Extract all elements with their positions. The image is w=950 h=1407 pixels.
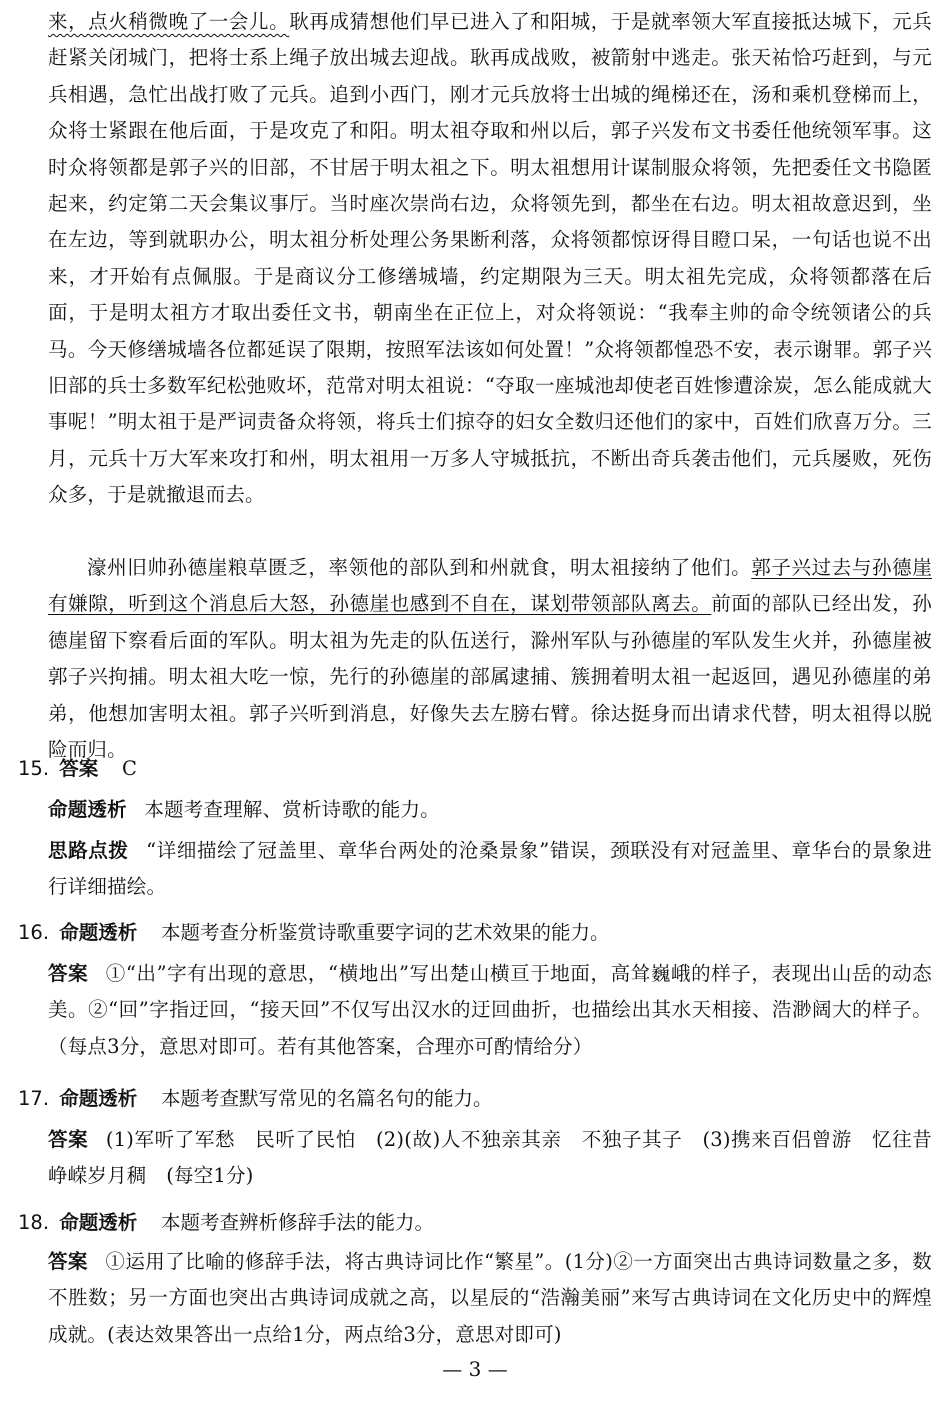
answer-text: ①运用了比喻的修辞手法，将古典诗词比作“繁星”。(1分)②一方面突出古典诗词数量之多，数不胜数；另一方面也突出古典诗词成就之高，以星辰的“浩瀚美丽”来写古典诗词在文化历史中的辉煌成就。(表达效果答出一点给1分，两点给3分，意思对即可) [48,1250,932,1346]
question-16-header [18,915,610,951]
analysis-text: 本题考查分析鉴赏诗歌重要字词的艺术效果的能力。 [160,921,610,944]
page-number: — 3 — [442,1357,508,1381]
analysis-label: 命题透析 [59,921,138,944]
question-number: 18. [18,1211,50,1234]
question-17-header [18,1081,493,1117]
answer-text: (1)军听了军愁 民听了民怕 (2)(故)人不独亲其亲 不独子其子 (3)携来百侣曾游 忆往昔峥嵘岁月稠 (每空1分) [48,1128,932,1188]
answer-label: 答案 [48,1128,89,1151]
underlined-sentence: 郭子兴过去与孙德崖有嫌隙，听到这个消息后大怒，孙德崖也感到不自在，谋划带领部队离去。 [48,556,932,616]
question-number: 16. [18,921,50,944]
analysis-text: 本题考查默写常见的名篇名句的能力。 [160,1087,493,1110]
answer-label: 答案 [48,1250,88,1273]
analysis-label: 命题透析 [48,798,127,821]
hint-label: 思路点拨 [48,839,129,862]
question-15-header [18,751,137,787]
answer-label: 答案 [59,757,99,780]
passage-paragraph-2 [48,550,932,768]
answer-text: C [121,757,137,780]
hint-text: “详细描绘了冠盖里、章华台两处的沧桑景象”错误，颈联没有对冠盖里、章华台的景象进行详细描绘。 [48,839,932,899]
question-15-analysis [48,792,932,828]
passage-text: 濠州旧帅孙德崖粮草匮乏，率领他的部队到和州就食，明太祖接纳了他们。 [87,556,752,579]
passage-text: 耿再成猜想他们早已进入了和阳城，于是就率领大军直接抵达城下，元兵赶紧关闭城门，把将士系上绳子放出城去迎战。耿再成战败，被箭射中逃走。张天祐恰巧赶到，与元兵相遇，急忙出战打败了元兵。追到小西门，刚才元兵放将士出城的绳梯还在，汤和乘机登梯而上，众将士紧跟在他后面，于是攻克了和阳。明太祖夺取和州以后，郭子兴发布文书委任他统领军事。这时众将领都是郭子兴的旧部，不甘居于明太祖之下。明太祖想用计谋制服众将领，先把委任文书隐匿起来，约定第二天会集议事厅。当时座次崇尚右边，众将领先到，都坐在右边。明太祖故意迟到，坐在左边，等到就职办公，明太祖分析处理公务果断利落，众将领都惊讶得目瞪口呆，一句话也说不出来，才开始有点佩服。于是商议分工修缮城墙，约定期限为三天。明太祖先完成，众将领都落在后面，于是明太祖方才取出委任文书，朝南坐在正位上，对众将领说：“我奉主帅的命令统领诸公的兵马。今天修缮城墙各位都延误了限期，按照军法该如何处置！”众将领都惶恐不安，表示谢罪。郭子兴旧部的兵士多数军纪松弛败坏，范常对明太祖说：“夺取一座城池却使老百姓惨遭涂炭，怎么能成就大事呢！”明太祖于是严词责备众将领，将兵士们掠夺的妇女全数归还他们的家中，百姓们欣喜万分。三月，元兵十万大军来攻打和州，明太祖用一万多人守城抵抗，不断出奇兵袭击他们，元兵屡败，死伤众多，于是就撤退而去。 [48,10,932,507]
question-18-answer [48,1244,932,1353]
analysis-text: 本题考查理解、赏析诗歌的能力。 [144,798,440,821]
question-18-header [18,1205,434,1241]
analysis-label: 命题透析 [59,1087,138,1110]
wavy-underlined-sentence: 来，点火稍微晚了一会儿。 [48,10,290,33]
analysis-label: 命题透析 [59,1211,138,1234]
question-17-answer [48,1122,932,1195]
passage-text: 前面的部队已经出发，孙德崖留下察看后面的军队。明太祖为先走的队伍送行，滁州军队与孙德崖的军队发生火并，孙德崖被郭子兴拘捕。明太祖大吃一惊，先行的孙德崖的部属逮捕、簇拥着明太祖一起返回，遇见孙德崖的弟弟，他想加害明太祖。郭子兴听到消息，好像失去左膀右臂。徐达挺身而出请求代替，明太祖得以脱险而归。 [48,592,932,762]
passage-paragraph-1 [48,4,932,514]
question-number: 15. [18,757,50,780]
question-16-answer [48,956,932,1065]
question-15-hint [48,833,932,906]
answer-label: 答案 [48,962,89,985]
question-number: 17. [18,1087,50,1110]
answer-text: ①“出”字有出现的意思，“横地出”写出楚山横亘于地面，高耸巍峨的样子，表现出山岳的动态美。②“回”字指迂回，“接天回”不仅写出汉水的迂回曲折，也描绘出其水天相接、浩渺阔大的样子。（每点3分，意思对即可。若有其他答案，合理亦可酌情给分） [48,962,932,1058]
analysis-text: 本题考查辨析修辞手法的能力。 [160,1211,434,1234]
